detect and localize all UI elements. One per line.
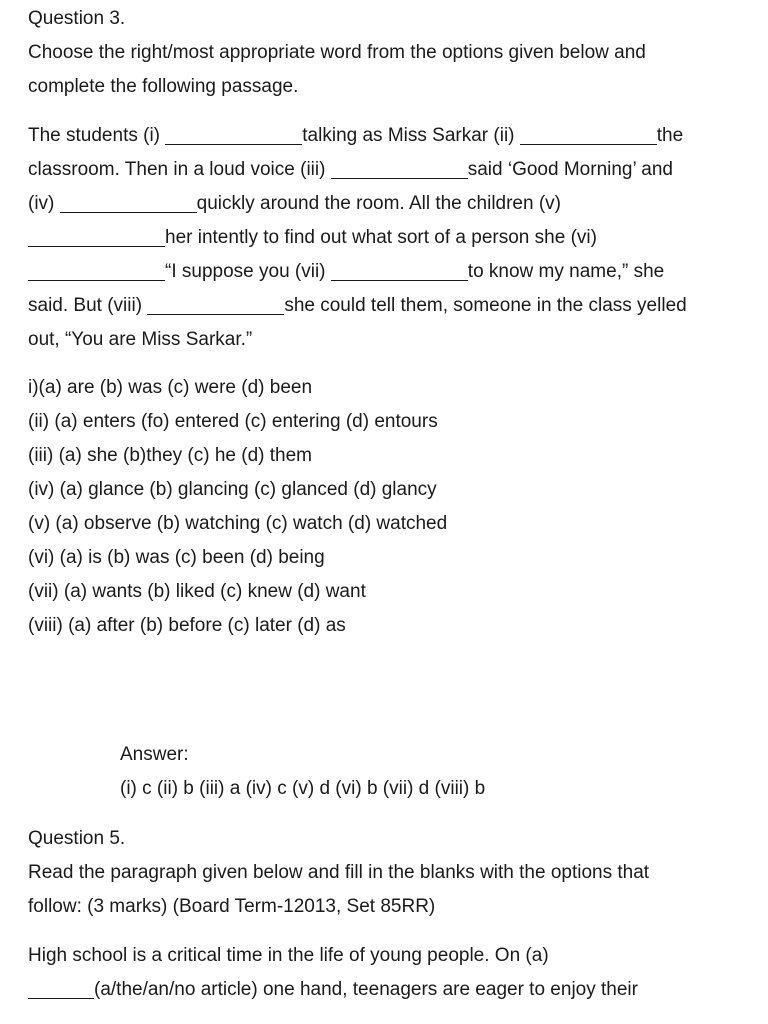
passage-text: “I suppose you (vii) [165, 261, 331, 282]
blank-v [28, 224, 165, 247]
option-line: i)(a) are (b) was (c) were (d) been [28, 377, 313, 398]
option-line: (viii) (a) after (b) before (c) later (d) as [28, 615, 346, 636]
passage-text: classroom. Then in a loud voice (iii) [28, 159, 331, 180]
blank-iii [331, 156, 468, 179]
blank-i [165, 122, 302, 145]
question-3-answer [120, 738, 748, 806]
question-5-instruction-line-1: Read the paragraph given below and fill in the blanks with the options that [28, 862, 650, 883]
question-3-options [28, 371, 748, 643]
q5-passage-line-2 [28, 973, 748, 1007]
passage-text: (a/the/an/no article) one hand, teenagers are eager to enjoy their [94, 979, 638, 1000]
blank-vii [331, 258, 468, 281]
option-line: (iv) (a) glance (b) glancing (c) glanced (d) glancy [28, 479, 437, 500]
passage-text: the [656, 125, 684, 146]
passage-line-2 [28, 153, 748, 187]
question-3-heading: Question 3. [28, 8, 126, 29]
passage-text: The students (i) [28, 125, 166, 146]
passage-text: out, “You are Miss Sarkar.” [28, 329, 253, 350]
passage-line-4 [28, 221, 748, 255]
question-3-passage [28, 119, 748, 357]
blank-a [28, 976, 94, 999]
passage-line-6 [28, 289, 748, 323]
passage-text: (iv) [28, 193, 60, 214]
option-line: (vii) (a) wants (b) liked (c) knew (d) want [28, 581, 366, 602]
passage-text: said ‘Good Morning’ and [467, 159, 673, 180]
passage-text: quickly around the room. All the children (v) [196, 193, 561, 214]
passage-line-1 [28, 119, 748, 153]
option-line: (ii) (a) enters (fo) entered (c) entering (d) entours [28, 411, 438, 432]
passage-text: to know my name,” she [467, 261, 665, 282]
question-5-instruction-line-2: follow: (3 marks) (Board Term-12013, Set 85RR) [28, 896, 436, 917]
passage-line-3 [28, 187, 748, 221]
passage-text: she could tell them, someone in the class yelled [284, 295, 687, 316]
question-3-instruction-line-1: Choose the right/most appropriate word from the options given below and [28, 42, 646, 63]
passage-line-5 [28, 255, 748, 289]
passage-text: said. But (viii) [28, 295, 148, 316]
answer-text: (i) c (ii) b (iii) a (iv) c (v) d (vi) b (vii) d (viii) b [120, 778, 486, 799]
blank-ii [520, 122, 657, 145]
question-5-passage [28, 939, 748, 1007]
passage-text: her intently to find out what sort of a person she (vi) [165, 227, 597, 248]
option-line: (vi) (a) is (b) was (c) been (d) being [28, 547, 325, 568]
question-3-instruction-line-2: complete the following passage. [28, 76, 299, 97]
blank-vi [28, 258, 165, 281]
question-3-header [28, 2, 748, 104]
answer-label: Answer: [120, 744, 189, 765]
question-5-heading: Question 5. [28, 828, 126, 849]
passage-line-7 [28, 323, 748, 357]
blank-viii [147, 292, 284, 315]
blank-iv [60, 190, 197, 213]
q5-passage-line-1: High school is a critical time in the life of young people. On (a) [28, 945, 549, 966]
passage-text: talking as Miss Sarkar (ii) [302, 125, 520, 146]
option-line: (v) (a) observe (b) watching (c) watch (d) watched [28, 513, 448, 534]
option-line: (iii) (a) she (b)they (c) he (d) them [28, 445, 313, 466]
question-5-header [28, 822, 748, 924]
